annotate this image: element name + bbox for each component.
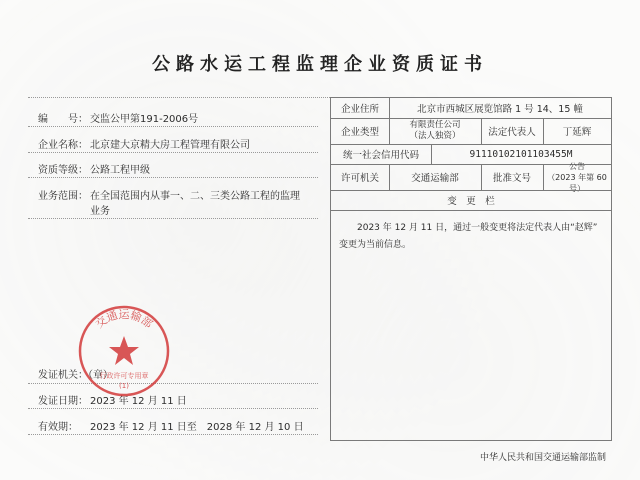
seal-number: (1) <box>119 382 129 390</box>
change-section-header: 变 更 栏 <box>447 196 495 207</box>
validity-period: 2023 年 12 月 11 日至 2028 年 12 月 10 日 <box>90 422 304 433</box>
scope-line-2: 业务 <box>90 206 110 217</box>
cert-number-label: 编 号： <box>38 114 88 125</box>
credit-code-value: 91110102101103455M <box>469 148 573 160</box>
doc-number-value <box>543 161 611 193</box>
validity-row <box>38 418 304 433</box>
authority-label: 许可机关 <box>340 173 379 184</box>
doc-line-1: 公告 <box>569 161 585 171</box>
company-row <box>38 136 250 151</box>
address-value: 北京市西城区展览馆路 1 号 14、15 幢 <box>417 104 583 115</box>
issuer-footer: 中华人民共和国交通运输部监制 <box>479 453 606 463</box>
credit-code-label: 统一社会信用代码 <box>342 150 419 161</box>
divider <box>28 177 318 178</box>
type-label: 企业类型 <box>340 127 379 138</box>
divider <box>28 383 318 384</box>
svg-text:交通运输部 <box>92 308 154 331</box>
divider <box>28 218 318 219</box>
divider <box>28 434 318 435</box>
divider <box>28 152 318 153</box>
change-line-1: 2023 年 12 月 11 日，通过一般变更将法定代表人由“赵辉” <box>357 223 598 233</box>
grade-value: 公路工程甲级 <box>90 165 150 176</box>
divider <box>28 126 318 127</box>
issuer-label: 发证机关：（章） <box>38 370 113 381</box>
seal-star-icon <box>109 336 139 365</box>
issue-date-label: 发证日期： <box>38 396 88 407</box>
divider <box>28 408 318 409</box>
scope-label: 业务范围： <box>38 191 88 202</box>
official-seal <box>77 304 171 398</box>
seal-bottom-text: 行政许可专用章 <box>99 372 149 380</box>
doc-number-label: 批准文号 <box>492 173 531 184</box>
certificate-title: 公路水运工程监理企业资质证书 <box>152 54 488 75</box>
cert-number: 交监公甲第191-2006号 <box>90 114 199 125</box>
grade-label: 资质等级： <box>38 165 88 176</box>
company-label: 企业名称： <box>38 140 88 151</box>
type-value <box>389 118 481 144</box>
scope-line-1: 在全国范围内从事一、二、三类公路工程的监理 <box>90 191 300 202</box>
company-name: 北京建大京精大房工程管理有限公司 <box>90 140 250 151</box>
legal-rep-value: 丁延辉 <box>562 127 592 138</box>
legal-rep-label: 法定代表人 <box>488 127 536 138</box>
scope-row <box>38 187 300 202</box>
issue-date: 2023 年 12 月 11 日 <box>90 396 187 407</box>
cert-number-row <box>38 110 198 125</box>
info-table <box>330 97 612 441</box>
authority-value: 交通运输部 <box>411 173 459 184</box>
doc-line-2: （2023 年第 60 号） <box>547 172 607 193</box>
type-line-2: （法人独资） <box>409 131 461 141</box>
seal-top-text: 交通运输部 <box>93 308 155 331</box>
grade-row <box>38 161 150 176</box>
type-line-1: 有限责任公司 <box>409 120 461 130</box>
change-record <box>339 220 603 254</box>
address-label: 企业住所 <box>340 104 379 115</box>
validity-label: 有效期： <box>38 422 78 433</box>
change-line-2: 变更为当前信息。 <box>339 240 412 250</box>
